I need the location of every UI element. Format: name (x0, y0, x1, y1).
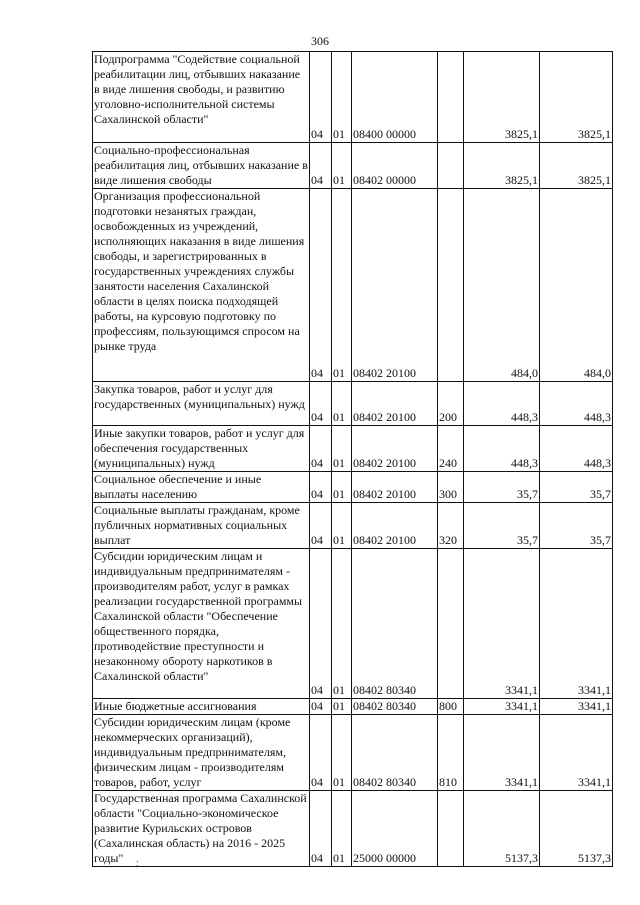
row-expense-type: 300 (438, 472, 464, 503)
stray-mark: ; (136, 858, 139, 869)
row-target-article: 08402 80340 (352, 549, 438, 699)
row-name (93, 189, 310, 382)
table-row (93, 503, 613, 549)
row-expense-type (438, 52, 464, 143)
row-name-text: Государственная программа Сахалинской области "Социально-экономическое развитие Курильских островов (Сахалинская область) на 2016 - 2025 годы" (94, 791, 307, 865)
row-target-article: 08402 20100 (352, 426, 438, 472)
page-number: 306 (311, 34, 329, 48)
row-expense-type: 810 (438, 715, 464, 791)
row-name-text: Социальные выплаты гражданам, кроме публичных нормативных социальных выплат (94, 503, 300, 547)
row-podrazdel: 01 (332, 791, 352, 867)
row-expense-type: 200 (438, 382, 464, 426)
row-amount: 3341,1 (464, 715, 540, 791)
row-name (93, 382, 310, 426)
row-podrazdel: 01 (332, 426, 352, 472)
row-podrazdel: 01 (332, 382, 352, 426)
table-row (93, 715, 613, 791)
row-razdel: 04 (310, 382, 332, 426)
table-row (93, 472, 613, 503)
row-podrazdel: 01 (332, 472, 352, 503)
row-name-text: Социальное обеспечение и иные выплаты населению (94, 472, 262, 501)
row-razdel: 04 (310, 472, 332, 503)
row-amount-total: 3825,1 (540, 143, 613, 189)
row-podrazdel: 01 (332, 189, 352, 382)
row-name (93, 143, 310, 189)
row-name (93, 715, 310, 791)
row-name (93, 52, 310, 143)
row-amount-total: 484,0 (540, 189, 613, 382)
row-name-text: Субсидии юридическим лицам и индивидуальным предпринимателям - производителям работ, услуг в рамках реализации государственной программы Сахалинской области "Обеспечение общественного порядка, противодействие преступности и незаконному обороту наркотиков в Сахалинской области" (94, 549, 303, 683)
row-amount: 35,7 (464, 503, 540, 549)
row-podrazdel: 01 (332, 699, 352, 715)
row-podrazdel: 01 (332, 549, 352, 699)
row-name (93, 503, 310, 549)
row-name-text: Иные закупки товаров, работ и услуг для обеспечения государственных (муниципальных) нужд (94, 426, 305, 470)
row-amount-total: 3341,1 (540, 549, 613, 699)
row-name (93, 426, 310, 472)
table-row (93, 189, 613, 382)
row-expense-type (438, 791, 464, 867)
row-expense-type: 320 (438, 503, 464, 549)
row-target-article: 08400 00000 (352, 52, 438, 143)
row-target-article: 25000 00000 (352, 791, 438, 867)
row-amount: 3341,1 (464, 699, 540, 715)
row-amount-total: 3341,1 (540, 699, 613, 715)
row-amount-total: 35,7 (540, 472, 613, 503)
row-razdel: 04 (310, 699, 332, 715)
row-amount: 448,3 (464, 382, 540, 426)
row-amount: 3341,1 (464, 549, 540, 699)
row-podrazdel: 01 (332, 715, 352, 791)
row-amount-total: 3341,1 (540, 715, 613, 791)
row-amount: 3825,1 (464, 143, 540, 189)
row-name-text: Организация профессиональной подготовки незанятых граждан, освобожденных из учреждений, исполняющих наказания в виде лишения свободы, и зарегистрированных в государственных учреждениях службы занятости населения Сахалинской области в целях поиска подходящей работы, на курсовую подготовку по профессиям, пользующимся спросом на рынке труда (94, 189, 305, 353)
row-podrazdel: 01 (332, 143, 352, 189)
row-expense-type (438, 549, 464, 699)
row-name (93, 472, 310, 503)
row-expense-type: 800 (438, 699, 464, 715)
budget-table (92, 51, 613, 867)
table-row (93, 143, 613, 189)
row-target-article: 08402 20100 (352, 382, 438, 426)
row-razdel: 04 (310, 791, 332, 867)
row-expense-type: 240 (438, 426, 464, 472)
row-name-text: Социально-профессиональная реабилитация лиц, отбывших наказание в виде лишения свободы (94, 143, 308, 187)
row-amount-total: 35,7 (540, 503, 613, 549)
table-row (93, 52, 613, 143)
row-razdel: 04 (310, 426, 332, 472)
row-name (93, 699, 310, 715)
row-amount: 3825,1 (464, 52, 540, 143)
table-row (93, 426, 613, 472)
row-amount-total: 448,3 (540, 426, 613, 472)
row-expense-type (438, 189, 464, 382)
row-target-article: 08402 80340 (352, 699, 438, 715)
row-amount-total: 5137,3 (540, 791, 613, 867)
row-amount: 448,3 (464, 426, 540, 472)
table-row (93, 699, 613, 715)
row-target-article: 08402 20100 (352, 472, 438, 503)
row-name-text: Иные бюджетные ассигнования (94, 699, 257, 713)
table-row (93, 549, 613, 699)
row-name (93, 791, 310, 867)
row-razdel: 04 (310, 503, 332, 549)
row-podrazdel: 01 (332, 503, 352, 549)
row-razdel: 04 (310, 549, 332, 699)
row-amount-total: 3825,1 (540, 52, 613, 143)
table-row (93, 791, 613, 867)
row-name-text: Подпрограмма "Содействие социальной реабилитации лиц, отбывших наказание в виде лишения свободы, и развитию уголовно-исполнительной системы Сахалинской области" (94, 52, 301, 126)
row-target-article: 08402 20100 (352, 503, 438, 549)
row-razdel: 04 (310, 189, 332, 382)
table-row (93, 382, 613, 426)
row-expense-type (438, 143, 464, 189)
row-amount: 5137,3 (464, 791, 540, 867)
row-name-text: Субсидии юридическим лицам (кроме некоммерческих организаций), индивидуальным предпринимателям, физическим лицам - производителям товаров, работ, услуг (94, 715, 291, 789)
row-razdel: 04 (310, 143, 332, 189)
row-name-text: Закупка товаров, работ и услуг для государственных (муниципальных) нужд (94, 382, 305, 411)
row-razdel: 04 (310, 52, 332, 143)
row-target-article: 08402 20100 (352, 189, 438, 382)
row-amount: 35,7 (464, 472, 540, 503)
row-amount: 484,0 (464, 189, 540, 382)
row-podrazdel: 01 (332, 52, 352, 143)
row-target-article: 08402 00000 (352, 143, 438, 189)
row-amount-total: 448,3 (540, 382, 613, 426)
row-razdel: 04 (310, 715, 332, 791)
row-target-article: 08402 80340 (352, 715, 438, 791)
row-name (93, 549, 310, 699)
